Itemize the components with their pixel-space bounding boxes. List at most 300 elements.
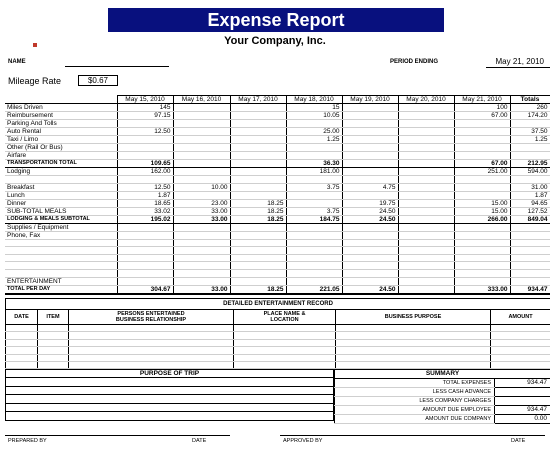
summary-label: AMOUNT DUE COMPANY bbox=[335, 415, 495, 424]
expense-cell[interactable] bbox=[454, 269, 510, 277]
expense-row-label: Lodging bbox=[5, 168, 117, 176]
summary-label: LESS COMPANY CHARGES bbox=[335, 397, 495, 406]
expense-cell[interactable] bbox=[230, 247, 286, 255]
entertainment-cell[interactable] bbox=[491, 361, 550, 368]
expense-cell[interactable] bbox=[230, 239, 286, 247]
expense-cell[interactable] bbox=[173, 152, 230, 160]
expense-cell[interactable] bbox=[230, 120, 286, 128]
summary-value[interactable]: 934.47 bbox=[495, 379, 550, 388]
expense-cell[interactable] bbox=[342, 136, 398, 144]
expense-cell[interactable] bbox=[454, 183, 510, 191]
name-label: NAME bbox=[8, 59, 26, 65]
expense-cell[interactable] bbox=[398, 199, 454, 207]
expense-cell[interactable] bbox=[230, 223, 286, 231]
expense-cell[interactable] bbox=[398, 176, 454, 184]
period-ending-label: PERIOD ENDING bbox=[390, 59, 439, 65]
expense-cell[interactable] bbox=[398, 136, 454, 144]
expense-row bbox=[5, 176, 550, 184]
entertainment-cell[interactable] bbox=[234, 347, 336, 354]
expense-cell[interactable] bbox=[117, 254, 173, 262]
entertainment-cell[interactable] bbox=[6, 332, 38, 339]
expense-row-total: 174.20 bbox=[510, 112, 550, 120]
expense-row bbox=[5, 215, 550, 223]
summary-row bbox=[335, 388, 550, 397]
expense-cell[interactable]: 33.02 bbox=[117, 207, 173, 215]
ent-purpose-header: BUSINESS PURPOSE bbox=[336, 310, 491, 325]
expense-cell[interactable] bbox=[230, 262, 286, 270]
entertainment-cell[interactable] bbox=[6, 347, 38, 354]
entertainment-cell[interactable] bbox=[69, 325, 234, 332]
entertainment-cell[interactable] bbox=[38, 361, 69, 368]
company-name: Your Company, Inc. bbox=[224, 35, 326, 47]
expense-row-label: Other (Rail Or Bus) bbox=[5, 144, 117, 152]
expense-cell[interactable] bbox=[286, 176, 342, 184]
expense-cell[interactable] bbox=[398, 168, 454, 176]
expense-row-total bbox=[510, 277, 550, 285]
expense-row-total: 594.00 bbox=[510, 168, 550, 176]
expense-cell[interactable] bbox=[230, 128, 286, 136]
expense-cell[interactable] bbox=[398, 262, 454, 270]
prepared-by-line[interactable] bbox=[5, 435, 230, 436]
mileage-rate-label: Mileage Rate bbox=[8, 76, 62, 86]
expense-cell[interactable]: 10.05 bbox=[286, 112, 342, 120]
expense-cell[interactable] bbox=[398, 183, 454, 191]
entertainment-cell[interactable] bbox=[336, 339, 491, 346]
expense-row-label: Taxi / Limo bbox=[5, 136, 117, 144]
expense-cell[interactable] bbox=[342, 269, 398, 277]
expense-cell[interactable]: 221.05 bbox=[286, 285, 342, 294]
expense-row bbox=[5, 199, 550, 207]
expense-cell[interactable] bbox=[398, 120, 454, 128]
expense-cell[interactable] bbox=[173, 223, 230, 231]
summary-table bbox=[334, 369, 550, 424]
expense-cell[interactable] bbox=[230, 152, 286, 160]
purpose-line[interactable] bbox=[5, 387, 334, 396]
expense-cell[interactable]: 10.00 bbox=[173, 183, 230, 191]
expense-cell[interactable]: 100 bbox=[454, 104, 510, 112]
expense-cell[interactable] bbox=[117, 239, 173, 247]
expense-cell[interactable]: 333.00 bbox=[454, 285, 510, 294]
expense-cell[interactable]: 15 bbox=[286, 104, 342, 112]
expense-cell[interactable] bbox=[286, 191, 342, 199]
expense-cell[interactable] bbox=[117, 136, 173, 144]
expense-cell[interactable]: 36.30 bbox=[286, 160, 342, 168]
expense-cell[interactable] bbox=[173, 112, 230, 120]
summary-row bbox=[335, 379, 550, 388]
expense-row-total bbox=[510, 223, 550, 231]
expense-cell[interactable] bbox=[173, 120, 230, 128]
expense-row bbox=[5, 231, 550, 239]
entertainment-row bbox=[6, 361, 550, 368]
expense-row-total bbox=[510, 176, 550, 184]
expense-cell[interactable] bbox=[286, 152, 342, 160]
expense-cell[interactable] bbox=[398, 215, 454, 223]
entertainment-cell[interactable] bbox=[491, 354, 550, 361]
expense-row bbox=[5, 277, 550, 285]
summary-label: LESS CASH ADVANCE bbox=[335, 388, 495, 397]
expense-row bbox=[5, 262, 550, 270]
expense-row-label: LODGING & MEALS SUBTOTAL bbox=[5, 215, 117, 223]
expense-cell[interactable] bbox=[230, 104, 286, 112]
expense-cell[interactable] bbox=[117, 176, 173, 184]
expense-cell[interactable] bbox=[398, 269, 454, 277]
expense-cell[interactable] bbox=[286, 254, 342, 262]
expense-cell[interactable] bbox=[173, 247, 230, 255]
expense-cell[interactable] bbox=[454, 176, 510, 184]
entertainment-cell[interactable] bbox=[38, 325, 69, 332]
expense-cell[interactable]: 67.00 bbox=[454, 160, 510, 168]
summary-body bbox=[335, 379, 550, 424]
purpose-of-trip-field[interactable] bbox=[5, 378, 334, 421]
expense-cell[interactable] bbox=[342, 144, 398, 152]
summary-row bbox=[335, 406, 550, 415]
ent-place-header bbox=[234, 310, 336, 325]
expense-cell[interactable]: 33.00 bbox=[173, 207, 230, 215]
expense-row-total: 31.00 bbox=[510, 183, 550, 191]
expense-cell[interactable] bbox=[342, 262, 398, 270]
expense-cell[interactable] bbox=[117, 277, 173, 285]
expense-row-label: TOTAL PER DAY bbox=[5, 285, 117, 294]
expense-row-total: 934.47 bbox=[510, 285, 550, 294]
date-header: May 15, 2010 bbox=[117, 96, 173, 104]
expense-cell[interactable] bbox=[286, 199, 342, 207]
date-header-row bbox=[5, 96, 550, 104]
expense-cell[interactable] bbox=[398, 239, 454, 247]
expense-row bbox=[5, 239, 550, 247]
expense-cell[interactable] bbox=[230, 254, 286, 262]
expense-cell[interactable]: 181.00 bbox=[286, 168, 342, 176]
expense-cell[interactable] bbox=[286, 262, 342, 270]
entertainment-cell[interactable] bbox=[491, 347, 550, 354]
expense-row bbox=[5, 152, 550, 160]
mileage-rate-field[interactable]: $0.67 bbox=[78, 75, 118, 86]
expense-cell[interactable] bbox=[173, 262, 230, 270]
expense-cell[interactable]: 15.00 bbox=[454, 207, 510, 215]
expense-cell[interactable] bbox=[230, 269, 286, 277]
summary-row bbox=[335, 397, 550, 406]
expense-cell[interactable] bbox=[454, 144, 510, 152]
entertainment-cell[interactable] bbox=[6, 325, 38, 332]
entertainment-cell[interactable] bbox=[234, 325, 336, 332]
expense-cell[interactable] bbox=[398, 128, 454, 136]
entertainment-row bbox=[6, 354, 550, 361]
period-ending-field[interactable]: May 21, 2010 bbox=[486, 57, 550, 68]
expense-cell[interactable] bbox=[286, 223, 342, 231]
expense-cell[interactable] bbox=[117, 262, 173, 270]
expense-cell[interactable] bbox=[454, 223, 510, 231]
expense-cell[interactable] bbox=[342, 223, 398, 231]
expense-cell[interactable] bbox=[342, 160, 398, 168]
expense-cell[interactable] bbox=[398, 207, 454, 215]
expense-cell[interactable] bbox=[117, 152, 173, 160]
expense-row-label bbox=[5, 262, 117, 270]
expense-cell[interactable]: 97.15 bbox=[117, 112, 173, 120]
expense-row-total: 94.65 bbox=[510, 199, 550, 207]
expense-row-total bbox=[510, 120, 550, 128]
expense-cell[interactable] bbox=[173, 104, 230, 112]
expense-cell[interactable]: 266.00 bbox=[454, 215, 510, 223]
entertainment-cell[interactable] bbox=[6, 354, 38, 361]
entertainment-cell[interactable] bbox=[69, 354, 234, 361]
expense-cell[interactable] bbox=[117, 120, 173, 128]
expense-row-total bbox=[510, 262, 550, 270]
expense-cell[interactable] bbox=[454, 128, 510, 136]
expense-cell[interactable] bbox=[454, 191, 510, 199]
expense-cell[interactable] bbox=[117, 269, 173, 277]
entertainment-cell[interactable] bbox=[6, 361, 38, 368]
ent-date-header: DATE bbox=[6, 310, 38, 325]
entertainment-cell[interactable] bbox=[336, 361, 491, 368]
expense-row-label: TRANSPORTATION TOTAL bbox=[5, 160, 117, 168]
expense-cell[interactable] bbox=[454, 120, 510, 128]
entertainment-cell[interactable] bbox=[234, 361, 336, 368]
expense-cell[interactable] bbox=[286, 247, 342, 255]
expense-cell[interactable]: 145 bbox=[117, 104, 173, 112]
ent-place-line1: PLACE NAME & bbox=[263, 310, 306, 317]
expense-cell[interactable] bbox=[454, 239, 510, 247]
summary-value[interactable]: 0.00 bbox=[495, 415, 550, 424]
expense-row-label: ENTERTAINMENT bbox=[5, 277, 117, 285]
expense-row bbox=[5, 112, 550, 120]
expense-cell[interactable] bbox=[173, 239, 230, 247]
expense-row bbox=[5, 104, 550, 112]
expense-cell[interactable] bbox=[398, 231, 454, 239]
expense-cell[interactable] bbox=[398, 152, 454, 160]
expense-cell[interactable] bbox=[230, 168, 286, 176]
expense-cell[interactable] bbox=[117, 144, 173, 152]
expense-cell[interactable]: 67.00 bbox=[454, 112, 510, 120]
expense-cell[interactable] bbox=[286, 239, 342, 247]
entertainment-cell[interactable] bbox=[69, 332, 234, 339]
purpose-line[interactable] bbox=[5, 404, 334, 413]
expense-cell[interactable]: 25.00 bbox=[286, 128, 342, 136]
expense-cell[interactable] bbox=[398, 144, 454, 152]
expense-row-total: 1.25 bbox=[510, 136, 550, 144]
expense-cell[interactable]: 184.75 bbox=[286, 215, 342, 223]
expense-cell[interactable] bbox=[454, 231, 510, 239]
expense-cell[interactable]: 12.50 bbox=[117, 128, 173, 136]
expense-cell[interactable]: 24.50 bbox=[342, 285, 398, 294]
entertainment-cell[interactable] bbox=[336, 325, 491, 332]
expense-cell[interactable] bbox=[173, 176, 230, 184]
expense-cell[interactable]: 251.00 bbox=[454, 168, 510, 176]
approved-date-label: DATE bbox=[511, 438, 526, 444]
expense-cell[interactable] bbox=[230, 191, 286, 199]
entertainment-cell[interactable] bbox=[336, 332, 491, 339]
entertainment-cell[interactable] bbox=[38, 339, 69, 346]
expense-cell[interactable] bbox=[342, 168, 398, 176]
expense-cell[interactable] bbox=[454, 152, 510, 160]
entertainment-row bbox=[6, 325, 550, 332]
expense-cell[interactable]: 3.75 bbox=[286, 183, 342, 191]
expense-row-label: Reimbursement bbox=[5, 112, 117, 120]
expense-cell[interactable] bbox=[342, 239, 398, 247]
expense-cell[interactable] bbox=[230, 183, 286, 191]
entertainment-cell[interactable] bbox=[491, 325, 550, 332]
date-header: May 21, 2010 bbox=[454, 96, 510, 104]
expense-cell[interactable] bbox=[454, 262, 510, 270]
ent-amount-header: AMOUNT bbox=[491, 310, 550, 325]
expense-cell[interactable] bbox=[230, 160, 286, 168]
expense-cell[interactable] bbox=[230, 231, 286, 239]
expense-cell[interactable] bbox=[454, 136, 510, 144]
expense-cell[interactable] bbox=[342, 231, 398, 239]
expense-cell[interactable] bbox=[286, 231, 342, 239]
expense-cell[interactable] bbox=[286, 269, 342, 277]
expense-row-total bbox=[510, 247, 550, 255]
expense-cell[interactable] bbox=[342, 277, 398, 285]
expense-row-total bbox=[510, 269, 550, 277]
summary-value[interactable]: 934.47 bbox=[495, 406, 550, 415]
expense-cell[interactable]: 18.25 bbox=[230, 215, 286, 223]
expense-cell[interactable] bbox=[286, 277, 342, 285]
ent-place-line2: LOCATION bbox=[270, 317, 299, 323]
expense-cell[interactable] bbox=[230, 112, 286, 120]
expense-cell[interactable]: 162.00 bbox=[117, 168, 173, 176]
expense-cell[interactable] bbox=[230, 176, 286, 184]
expense-cell[interactable] bbox=[286, 144, 342, 152]
expense-cell[interactable] bbox=[342, 247, 398, 255]
expense-cell[interactable] bbox=[342, 254, 398, 262]
date-header: May 19, 2010 bbox=[342, 96, 398, 104]
entertainment-cell[interactable] bbox=[38, 332, 69, 339]
expense-cell[interactable]: 18.25 bbox=[230, 207, 286, 215]
expense-cell[interactable] bbox=[342, 104, 398, 112]
expense-cell[interactable] bbox=[173, 254, 230, 262]
date-header: May 17, 2010 bbox=[230, 96, 286, 104]
expense-row-label: Lunch bbox=[5, 191, 117, 199]
expense-cell[interactable] bbox=[173, 136, 230, 144]
purpose-line[interactable] bbox=[5, 395, 334, 404]
expense-cell[interactable] bbox=[173, 144, 230, 152]
expense-cell[interactable] bbox=[230, 136, 286, 144]
entertainment-row bbox=[6, 347, 550, 354]
expense-row-label: Supplies / Equipment bbox=[5, 223, 117, 231]
purpose-line[interactable] bbox=[5, 412, 334, 421]
entertainment-cell[interactable] bbox=[234, 339, 336, 346]
expense-cell[interactable]: 18.25 bbox=[230, 199, 286, 207]
expense-cell[interactable] bbox=[342, 191, 398, 199]
expense-cell[interactable]: 18.65 bbox=[117, 199, 173, 207]
name-field[interactable] bbox=[65, 66, 169, 67]
expense-cell[interactable]: 3.75 bbox=[286, 207, 342, 215]
expense-cell[interactable]: 24.50 bbox=[342, 207, 398, 215]
expense-cell[interactable] bbox=[342, 176, 398, 184]
expense-table-body bbox=[5, 104, 550, 294]
entertainment-cell[interactable] bbox=[38, 347, 69, 354]
expense-cell[interactable] bbox=[454, 254, 510, 262]
summary-value[interactable] bbox=[495, 397, 550, 406]
entertainment-cell[interactable] bbox=[69, 347, 234, 354]
entertainment-cell[interactable] bbox=[234, 354, 336, 361]
expense-cell[interactable] bbox=[342, 120, 398, 128]
expense-cell[interactable] bbox=[398, 285, 454, 294]
expense-cell[interactable]: 33.00 bbox=[173, 215, 230, 223]
expense-cell[interactable] bbox=[173, 191, 230, 199]
expense-cell[interactable] bbox=[117, 223, 173, 231]
expense-cell[interactable] bbox=[173, 168, 230, 176]
expense-cell[interactable]: 1.87 bbox=[117, 191, 173, 199]
expense-cell[interactable] bbox=[342, 112, 398, 120]
entertainment-cell[interactable] bbox=[38, 354, 69, 361]
entertainment-cell[interactable] bbox=[491, 332, 550, 339]
expense-cell[interactable] bbox=[173, 231, 230, 239]
purpose-line[interactable] bbox=[5, 378, 334, 387]
expense-cell[interactable] bbox=[286, 120, 342, 128]
expense-row-label: Miles Driven bbox=[5, 104, 117, 112]
expense-cell[interactable] bbox=[398, 247, 454, 255]
expense-row bbox=[5, 136, 550, 144]
entertainment-cell[interactable] bbox=[336, 347, 491, 354]
expense-cell[interactable] bbox=[454, 277, 510, 285]
expense-cell[interactable]: 12.50 bbox=[117, 183, 173, 191]
entertainment-cell[interactable] bbox=[336, 354, 491, 361]
entertainment-table bbox=[5, 298, 550, 369]
expense-cell[interactable] bbox=[398, 112, 454, 120]
expense-cell[interactable] bbox=[117, 231, 173, 239]
expense-cell[interactable]: 18.25 bbox=[230, 285, 286, 294]
expense-cell[interactable]: 195.02 bbox=[117, 215, 173, 223]
expense-cell[interactable] bbox=[173, 269, 230, 277]
expense-row-total: 37.50 bbox=[510, 128, 550, 136]
expense-cell[interactable] bbox=[230, 277, 286, 285]
expense-cell[interactable] bbox=[173, 160, 230, 168]
expense-cell[interactable]: 19.75 bbox=[342, 199, 398, 207]
expense-row-label bbox=[5, 239, 117, 247]
expense-cell[interactable]: 33.00 bbox=[173, 285, 230, 294]
summary-value[interactable] bbox=[495, 388, 550, 397]
purpose-of-trip-title: PURPOSE OF TRIP bbox=[5, 369, 334, 378]
entertainment-cell[interactable] bbox=[234, 332, 336, 339]
expense-row-total bbox=[510, 231, 550, 239]
expense-cell[interactable] bbox=[398, 104, 454, 112]
expense-cell[interactable] bbox=[398, 277, 454, 285]
expense-cell[interactable] bbox=[454, 247, 510, 255]
expense-cell[interactable] bbox=[117, 247, 173, 255]
expense-cell[interactable] bbox=[398, 191, 454, 199]
entertainment-cell[interactable] bbox=[69, 339, 234, 346]
expense-cell[interactable] bbox=[173, 128, 230, 136]
expense-row bbox=[5, 183, 550, 191]
expense-cell[interactable]: 1.25 bbox=[286, 136, 342, 144]
expense-cell[interactable] bbox=[230, 144, 286, 152]
expense-row-total: 849.04 bbox=[510, 215, 550, 223]
expense-cell[interactable]: 304.67 bbox=[117, 285, 173, 294]
expense-cell[interactable] bbox=[398, 223, 454, 231]
approved-by-line[interactable] bbox=[280, 435, 545, 436]
approved-by-label: APPROVED BY bbox=[283, 438, 323, 444]
entertainment-cell[interactable] bbox=[491, 339, 550, 346]
ent-persons-header bbox=[69, 310, 234, 325]
date-header: May 20, 2010 bbox=[398, 96, 454, 104]
ent-item-header: ITEM bbox=[38, 310, 69, 325]
expense-row bbox=[5, 128, 550, 136]
expense-cell[interactable] bbox=[398, 254, 454, 262]
entertainment-cell[interactable] bbox=[6, 339, 38, 346]
expense-cell[interactable]: 23.00 bbox=[173, 199, 230, 207]
expense-cell[interactable]: 4.75 bbox=[342, 183, 398, 191]
expense-row-total bbox=[510, 254, 550, 262]
expense-cell[interactable]: 15.00 bbox=[454, 199, 510, 207]
expense-cell[interactable] bbox=[342, 128, 398, 136]
entertainment-cell[interactable] bbox=[69, 361, 234, 368]
expense-cell[interactable]: 109.65 bbox=[117, 160, 173, 168]
expense-cell[interactable]: 24.50 bbox=[342, 215, 398, 223]
expense-cell[interactable] bbox=[173, 277, 230, 285]
expense-row-label bbox=[5, 247, 117, 255]
expense-cell[interactable] bbox=[398, 160, 454, 168]
expense-cell[interactable] bbox=[342, 152, 398, 160]
